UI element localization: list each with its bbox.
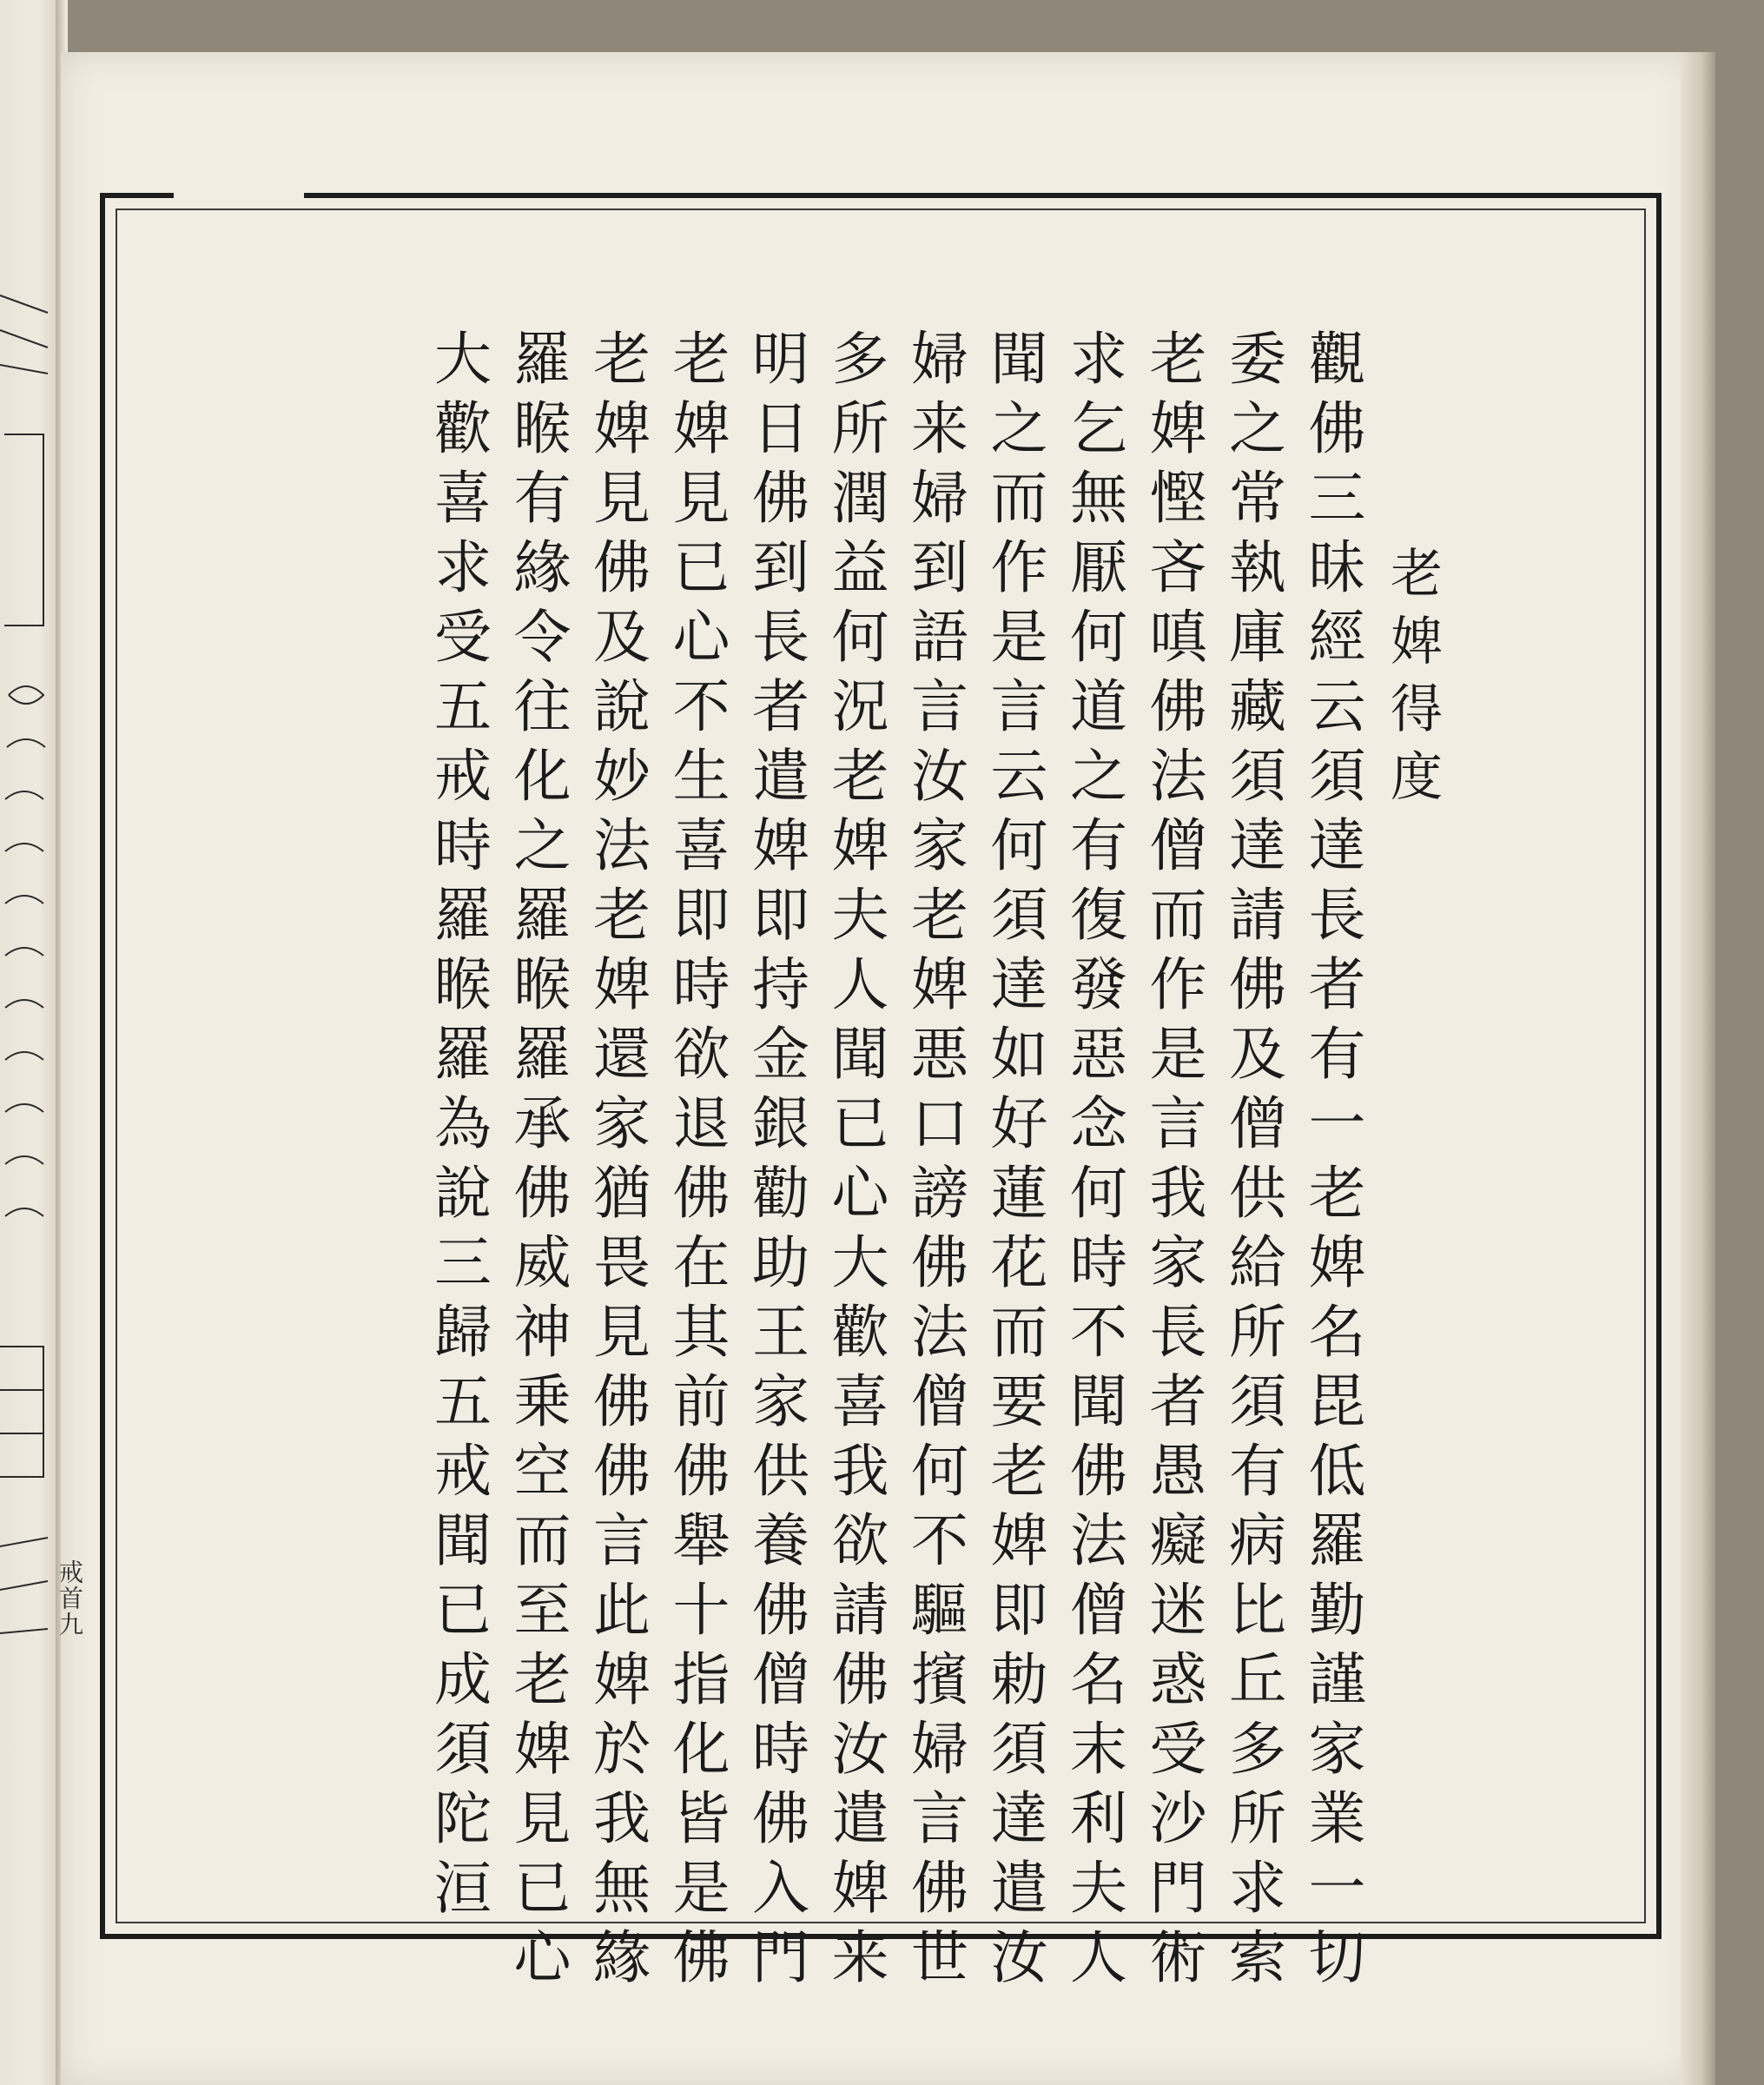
text-column: 羅睺有緣令往化之羅睺羅承佛威神乗空而至老婢見已心 [504, 328, 571, 1996]
section-title: 老婢得度 [1382, 546, 1443, 817]
text-column: 多所潤益何況老婢夫人聞已心大歡喜我欲請佛汝遣婢来 [822, 328, 889, 1996]
text-column: 老婢慳吝嗔佛法僧而作是言我家長者愚癡迷惑受沙門術 [1140, 328, 1206, 1996]
text-column: 婦来婦到語言汝家老婢悪口謗佛法僧何不驅擯婦言佛世 [901, 328, 968, 1996]
page-fore-edge [1681, 52, 1715, 2085]
text-column: 聞之而作是言云何須達如好蓮花而要老婢即勅須達遣汝 [981, 328, 1047, 1996]
text-column: 委之常執庫藏須達請佛及僧供給所須有病比丘多所求索 [1219, 328, 1286, 1996]
text-column: 老婢見佛及說妙法老婢還家猶畏見佛佛言此婢於我無緣 [583, 328, 651, 1996]
margin-folio-note: 戒首九 [56, 1559, 84, 1638]
frame-break [174, 186, 304, 203]
previous-page-illustration [0, 261, 52, 1738]
text-column: 老婢見已心不生喜即時欲退佛在其前佛舉十指化皆是佛 [663, 328, 730, 1996]
text-column: 大歡喜求受五戒時羅睺羅為說三歸五戒聞已成須陀洹 [424, 328, 492, 1927]
text-column: 明日佛到長者遣婢即持金銀勸助王家供養佛僧時佛入門 [742, 328, 809, 1996]
text-column: 求乞無厭何道之有復發惡念何時不聞佛法僧名末利夫人 [1060, 328, 1127, 1996]
text-column: 觀佛三昧經云須達長者有一老婢名毘低羅勤謹家業一切 [1298, 328, 1365, 1996]
